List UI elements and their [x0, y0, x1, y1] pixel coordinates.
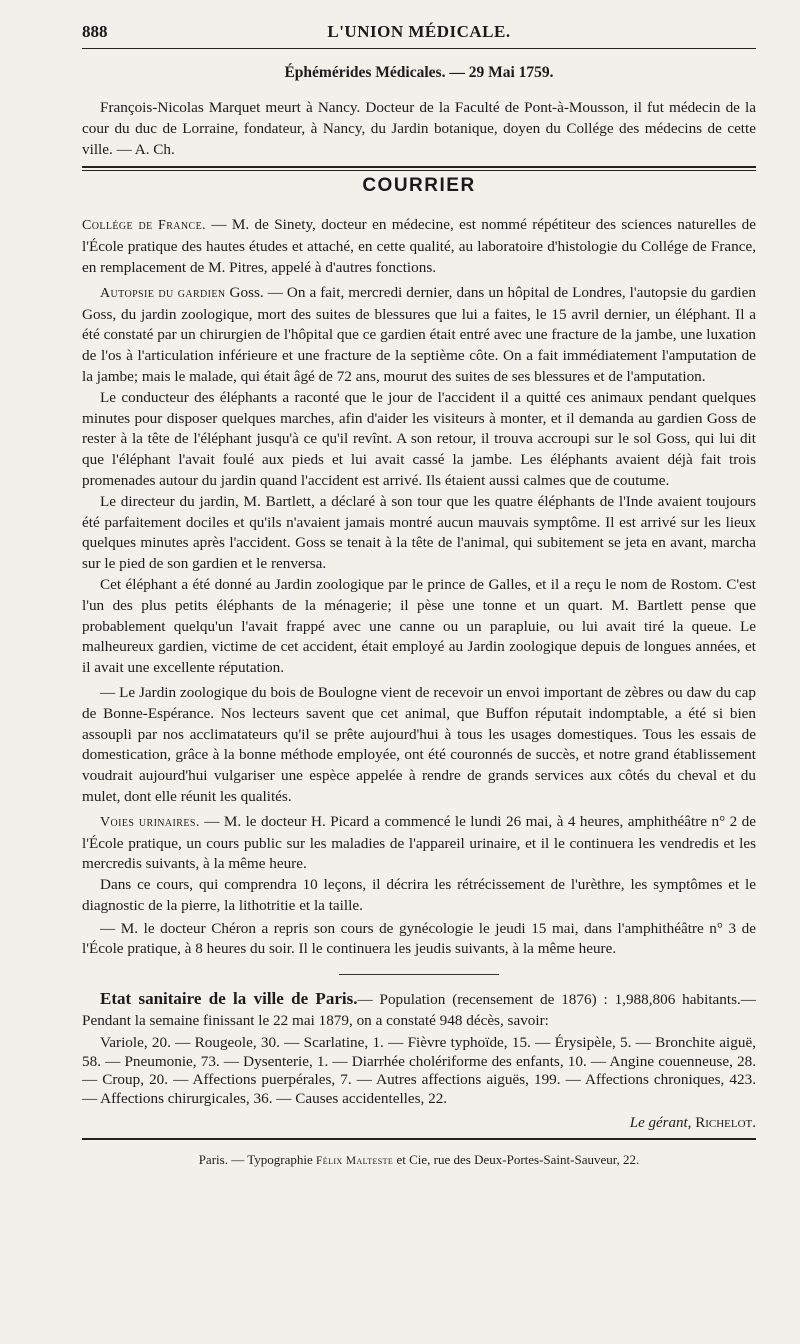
paragraph-label: Voies urinaires. — [100, 814, 200, 830]
paragraph-label: Autopsie du gardien — [100, 285, 226, 301]
ephemerides-date: — 29 Mai 1759. — [445, 64, 554, 81]
paragraph-rostom: Cet éléphant a été donné au Jardin zoologique par le prince de Galles, et il a reçu le nom de Rostom. C'est l'un des plus petits éléphants de la ménagerie; il pèse une tonne et un quart. M. Bartlett pense que probablement quelqu'un l'avait frappé avec une canne ou un parapluie, ou lui avait tiré la queue. Le malheureux gardien, victime de cet accident, était employé au Jardin zoologique depuis de longues années, et il avait une excellente réputation. — [82, 575, 756, 677]
running-title: L'UNION MÉDICALE. — [327, 22, 511, 41]
short-divider — [339, 974, 499, 975]
paragraph-conducteur: Le conducteur des éléphants a raconté que le jour de l'accident il a quitté ces animaux pendant quelques minutes pour disposer quelques marches, afin d'aider les visiteurs à monter, et il demanda au gardien Goss de rester à la tête de l'éléphant jusqu'à ce qu'il revînt. A son retour, il trouva accroupi sur le sol Goss, qui lui dit que l'éléphant l'avait foulé aux pieds et lui avait cassé la jambe. Les éléphants avaient déjà fait trois promenades autour du jardin quand l'accident est arrivé. Ils étaient aussi calmes que de coutume. — [82, 388, 756, 489]
paragraph-text: — M. le docteur H. Picard a commencé le lundi 26 mai, à 4 heures, amphithéâtre n° 2 de l'École pratique, un cours public sur les maladies de l'appareil urinaire, et il le continuera les vendredis et les mercredis suivants, à la même heure. — [82, 812, 756, 873]
printer-imprint — [82, 1152, 756, 1168]
printer-name: Félix Malteste — [315, 1155, 394, 1168]
header-rule — [82, 48, 756, 49]
page-number: 888 — [82, 22, 108, 41]
printer-address: et Cie, rue des Deux-Portes-Saint-Sauveur, 22. — [393, 1152, 640, 1168]
paragraph-zebres: — Le Jardin zoologique du bois de Boulogne vient de recevoir un envoi important de zèbres ou daw du cap de Bonne-Espérance. Nos lecteurs savent que cet animal, que Buffon réputait indomptable, a été si bien assoupli par nos acclimatateurs qu'il se prête aujourd'hui à tous les usages domestiques. Tous les essais de domestication, grâce à la bonne méthode employée, ont été couronnés de succès, et notre grand établissement voudrait aujourd'hui vulgariser une espèce appelée à rendre de grands services aux côtés du cheval et du mulet, dont elle réunit les qualités. — [82, 683, 756, 805]
signature — [82, 1115, 756, 1132]
page-content — [82, 64, 756, 1168]
etat-sanitaire-text: — Population (recensement de 1876) : 1,988,806 habitants.— Pendant la semaine finissant le 22 mai 1879, on a constaté 948 décès, savoir: — [82, 991, 756, 1030]
ephemerides-title: Éphémérides Médicales. — [284, 64, 446, 81]
paragraph-voies-urinaires — [82, 812, 756, 875]
section-double-rule — [82, 166, 756, 171]
paragraph-label: Collége de France. — [82, 218, 207, 234]
mortality-list — [82, 1034, 756, 1109]
signature-prefix: Le gérant, — [629, 1115, 696, 1132]
paragraph-autopsie — [82, 283, 756, 388]
mortality-list-text: Variole, 20. — Rougeole, 30. — Scarlatine, 1. — Fièvre typhoïde, 15. — Érysipèle, 5. — Bronchite aiguë, 58. — Pneumonie, 73. — Dysenterie, 1. — Diarrhée cholériforme des enfants, 10. — Angine couenneuse, 28. — Croup, 20. — Affections puerpérales, 7. — Autres affections aiguës, 199. — Affections chroniques, 423. — Affections chirurgicales, 36. — Causes accidentelles, 22. — [82, 1033, 756, 1108]
ephemerides-text: François-Nicolas Marquet meurt à Nancy. Docteur de la Faculté de Pont-à-Mousson, il fut médecin de la cour du duc de Lorraine, fondateur, à Nancy, du Jardin botanique, doyen du Collége des médecins de cette ville. — A. Ch. — [82, 99, 756, 158]
ephemerides-heading — [82, 64, 756, 82]
paragraph-cheron: — M. le docteur Chéron a repris son cours de gynécologie le jeudi 15 mai, dans l'amphithéâtre n° 3 de l'École pratique, à 8 heures du soir. Il le continuera les jeudis suivants, à la même heure. — [82, 919, 756, 958]
running-header — [82, 22, 756, 46]
printer-city: Paris. — [198, 1152, 228, 1168]
paragraph-text: Goss. — On a fait, mercredi dernier, dans un hôpital de Londres, l'autopsie du gardien Goss, du jardin zoologique, mort des suites de blessures que lui a faites, le 15 avril dernier, un éléphant. Il a été constaté par un chirurgien de l'hôpital que ce gardien était entré avec une fracture de la jambe, une luxation de l'os à l'articulation inférieure et une fracture de la septième côte. On a fait immédiatement l'amputation de la jambe; mais le malade, qui était âgé de 72 ans, mourut des suites de ses blessures et de l'amputation. — [82, 283, 756, 385]
paragraph-directeur: Le directeur du jardin, M. Bartlett, a déclaré à son tour que les quatre éléphants de l'Inde avaient toujours été parfaitement dociles et qu'ils n'avaient jamais montré aucun mauvais symptôme. Il est arrivé sur les lieux quelques minutes après l'accident. Goss se tenait à la tête de l'animal, qui subitement se jeta en avant, marcha sur le pied de son gardien et le renversa. — [82, 492, 756, 573]
paragraph-college-de-france — [82, 215, 756, 278]
paragraph-cours: Dans ce cours, qui comprendra 10 leçons, il décrira les rétrécissement de l'urèthre, les symptômes et le diagnostic de la pierre, la lithotritie et la taille. — [82, 876, 756, 914]
printer-text: — Typographie — [227, 1152, 316, 1168]
etat-sanitaire-title: Etat sanitaire de la ville de Paris. — [100, 989, 358, 1009]
courrier-title: COURRIER — [362, 175, 476, 197]
footer-rule — [82, 1138, 756, 1140]
signature-name: Richelot. — [695, 1115, 756, 1132]
paragraph-text: — M. de Sinety, docteur en médecine, est nommé répétiteur des sciences naturelles de l'École pratique des hautes études et attaché, en cette qualité, au laboratoire d'histologie du Collége de France, en remplacement de M. Pitres, appelé à d'autres fonctions. — [82, 216, 756, 276]
etat-sanitaire-intro — [82, 989, 756, 1032]
